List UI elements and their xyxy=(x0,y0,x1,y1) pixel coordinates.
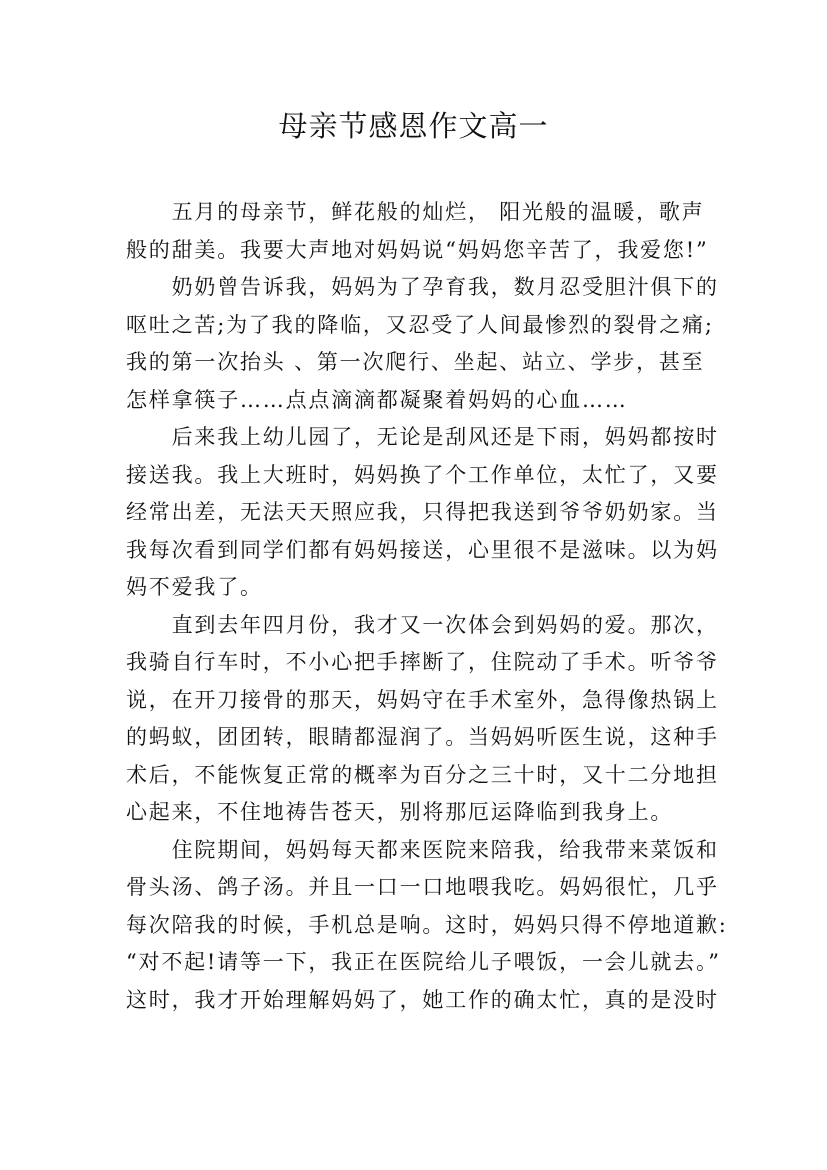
text-line-21: “对不起!请等一下，我正在医院给儿子喂饭，一会儿就去。” xyxy=(126,950,721,974)
text-line-9: 经常出差，无法天天照应我，只得把我送到爷爷奶奶家。当 xyxy=(126,500,719,524)
text-line-5: 我的第一次抬头 、第一次爬行、坐起、站立、学步，甚至 xyxy=(126,350,705,374)
text-line-6: 怎样拿筷子……点点滴滴都凝聚着妈妈的心血…… xyxy=(126,387,628,412)
document-body xyxy=(126,194,730,1019)
text-line-7: 后来我上幼儿园了，无论是刮风还是下雨，妈妈都按时 xyxy=(126,425,719,449)
text-line-15: 的蚂蚁，团团转，眼睛都湿润了。当妈妈听医生说，这种手 xyxy=(126,725,719,749)
text-line-13: 我骑自行车时，不小心把手摔断了，住院动了手术。听爷爷 xyxy=(126,650,719,674)
text-line-1: 五月的母亲节，鲜花般的灿烂， 阳光般的温暖，歌声 xyxy=(126,200,705,224)
text-line-3: 奶奶曾告诉我，妈妈为了孕育我，数月忍受胆汁俱下的 xyxy=(126,275,719,299)
text-line-12: 直到去年四月份，我才又一次体会到妈妈的爱。那次， xyxy=(126,612,719,637)
text-line-8: 接送我。我上大班时，妈妈换了个工作单位，太忙了，又要 xyxy=(126,462,719,487)
text-line-2: 般的甜美。我要大声地对妈妈说“妈妈您辛苦了，我爱您!” xyxy=(126,237,709,262)
document-title: 母亲节感恩作文高一 xyxy=(278,109,549,143)
text-line-22: 这时，我才开始理解妈妈了，她工作的确太忙，真的是没时 xyxy=(126,987,719,1012)
text-line-18: 住院期间，妈妈每天都来医院来陪我，给我带来菜饭和 xyxy=(126,837,719,862)
text-line-14: 说，在开刀接骨的那天，妈妈守在手术室外，急得像热锅上 xyxy=(126,687,719,712)
text-line-11: 妈不爱我了。 xyxy=(126,575,263,599)
text-line-20: 每次陪我的时候，手机总是响。这时，妈妈只得不停地道歉: xyxy=(126,912,728,937)
text-line-17: 心起来，不住地祷告苍天，别将那厄运降临到我身上。 xyxy=(126,800,674,824)
text-line-4: 呕吐之苦;为了我的降临，又忍受了人间最惨烈的裂骨之痛; xyxy=(126,312,714,337)
text-line-10: 我每次看到同学们都有妈妈接送，心里很不是滋味。以为妈 xyxy=(126,537,719,562)
text-line-19: 骨头汤、鸽子汤。并且一口一口地喂我吃。妈妈很忙，几乎 xyxy=(126,875,719,899)
text-line-16: 术后，不能恢复正常的概率为百分之三十时，又十二分地担 xyxy=(126,762,719,787)
